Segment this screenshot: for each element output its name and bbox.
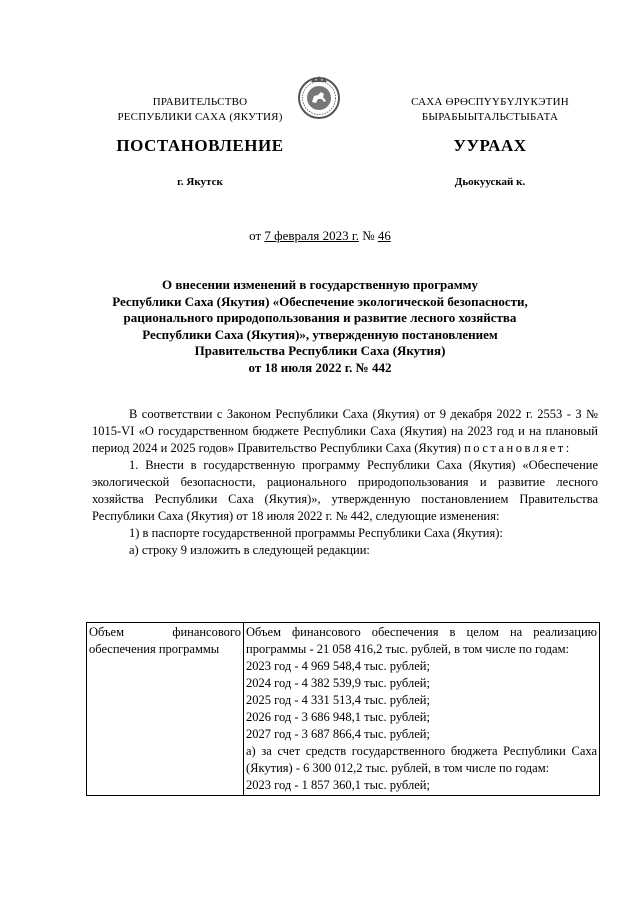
year-line: 2025 год - 4 331 513,4 тыс. рублей; — [246, 693, 430, 707]
preamble-text: В соответствии с Законом Республики Саха (Якутия) от 9 декабря 2022 г. 2553 - З № 1015-VI «О государственном бюджете Республики Саха (Якутия) на 2023 год и на плановый период 2024 и 2025 годов» Правительство Республики Саха (Якутия) — [92, 407, 598, 455]
document-number: 46 — [377, 228, 391, 243]
paragraph-subitem-1: 1) в паспорте государственной программы Республики Саха (Якутия): — [129, 526, 503, 540]
title-line: Правительства Республики Саха (Якутия) — [194, 343, 446, 358]
year-line: 2027 год - 3 687 866,4 тыс. рублей; — [246, 727, 430, 741]
year-line: 2023 год - 1 857 360,1 тыс. рублей; — [246, 778, 430, 792]
year-line: 2024 год - 4 382 539,9 тыс. рублей; — [246, 676, 430, 690]
title-line: от 18 июля 2022 г. № 442 — [248, 359, 392, 375]
preamble-verb: постановляет: — [464, 441, 572, 455]
header-right-line1: САХА ӨРӨСПҮҮБҮЛҮКЭТИН — [411, 96, 569, 108]
title-line: рационального природопользования и развитие лесного хозяйства — [123, 310, 517, 325]
document-title — [60, 277, 580, 376]
header-left-line2: РЕСПУБЛИКИ САХА (ЯКУТИЯ) — [117, 111, 283, 123]
date-line — [180, 228, 460, 244]
financing-total: Объем финансового обеспечения в целом на реализацию программы - 21 058 416,2 тыс. рублей, в том числе по годам: — [246, 625, 597, 656]
header-left-line1: ПРАВИТЕЛЬСТВО — [152, 96, 248, 108]
table-cell-content — [244, 623, 600, 796]
paragraph-subitem-a: а) строку 9 изложить в следующей редакции: — [129, 543, 370, 557]
paragraph-item-1: 1. Внести в государственную программу Республики Саха (Якутия) «Обеспечение экологической безопасности, рационального природопользования и развитие лесного хозяйства Республики Саха (Якутия)», утвержденную постановлением Правительства Республики Саха (Якутия) от 18 июля 2022 г. № 442, следующие изменения: — [92, 458, 598, 523]
year-line: 2023 год - 4 969 548,4 тыс. рублей; — [246, 659, 430, 673]
header-left — [100, 95, 300, 125]
table-row — [87, 623, 600, 796]
title-line: Республики Саха (Якутия) «Обеспечение экологической безопасности, — [112, 293, 528, 309]
title-line: Республики Саха (Якутия)», утвержденную постановлением — [142, 326, 498, 342]
coat-of-arms-icon — [296, 74, 342, 120]
date-prefix: от — [249, 228, 262, 243]
header-right — [360, 95, 620, 125]
document-body — [92, 406, 598, 559]
coat-of-arms-emblem — [296, 74, 342, 125]
document-date: 7 февраля 2023 г. — [264, 228, 359, 243]
paragraph-preamble — [92, 406, 598, 457]
budget-source: а) за счет средств государственного бюджета Республики Саха (Якутия) - 6 300 012,2 тыс. рублей, в том числе по годам: — [246, 744, 597, 775]
city-sakha: Дьокуускай к. — [454, 176, 526, 188]
title-line: О внесении изменений в государственную программу — [162, 277, 478, 292]
city-ru: г. Якутск — [177, 176, 223, 188]
year-line: 2026 год - 3 686 948,1 тыс. рублей; — [246, 710, 430, 724]
header-right-line2: БЫРАБЫЫТАЛЬСТЫБАТА — [421, 111, 559, 123]
doc-type-sakha: УУРААХ — [453, 136, 527, 155]
number-prefix: № — [362, 228, 375, 243]
table-cell-label: Объем финансового обеспечения программы — [87, 623, 244, 796]
financing-table — [86, 622, 600, 796]
doc-type-ru: ПОСТАНОВЛЕНИЕ — [116, 136, 284, 155]
